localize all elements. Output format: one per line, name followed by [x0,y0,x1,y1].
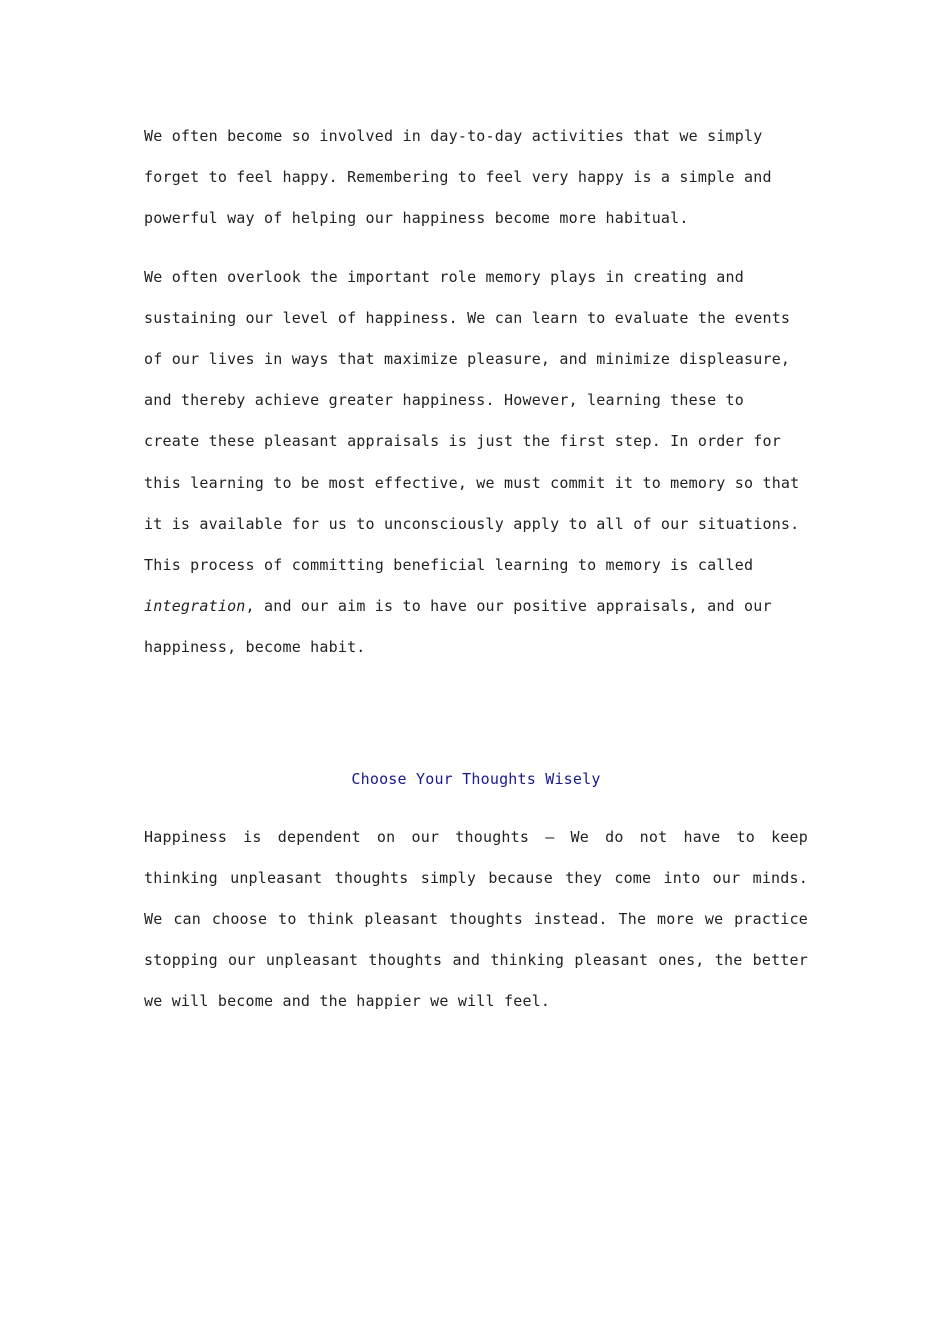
paragraph-memory-text-end: , and our aim is to have our positive appraisals, and our happiness, become habit. [144,597,772,657]
document-body [144,116,808,1023]
paragraph-remember-happy: We often become so involved in day-to-day activities that we simply forget to feel happy. Remembering to feel very happy is a simple and powerful way of helping our happiness become more habitual. [144,127,772,228]
heading-spacer [144,800,808,817]
paragraph-memory-text-start: We often overlook the important role memory plays in creating and sustaining our level of happiness. We can learn to evaluate the events of our lives in ways that maximize pleasure, and minimize displeasure, and thereby achieve greater happiness. However, learning these to create these pleasant appraisals is just the first step. In order for this learning to be most effective, we must commit it to memory so that it is available for us to unconsciously apply to all of our situations. This process of committing beneficial learning to memory is called [144,267,800,575]
paragraph-memory-integration [144,257,808,669]
section-spacer [144,669,808,759]
paragraph-choose-thoughts: Happiness is dependent on our thoughts — We do not have to keep thinking unpleasant thoughts simply because they come into our minds. We can choose to think pleasant thoughts instead. The more we practice stopping our unpleasant thoughts and thinking pleasant ones, the better we will become and the happier we will feel. [144,827,808,1011]
section-heading: Choose Your Thoughts Wisely [351,769,601,788]
integration-term: integration [144,597,246,616]
